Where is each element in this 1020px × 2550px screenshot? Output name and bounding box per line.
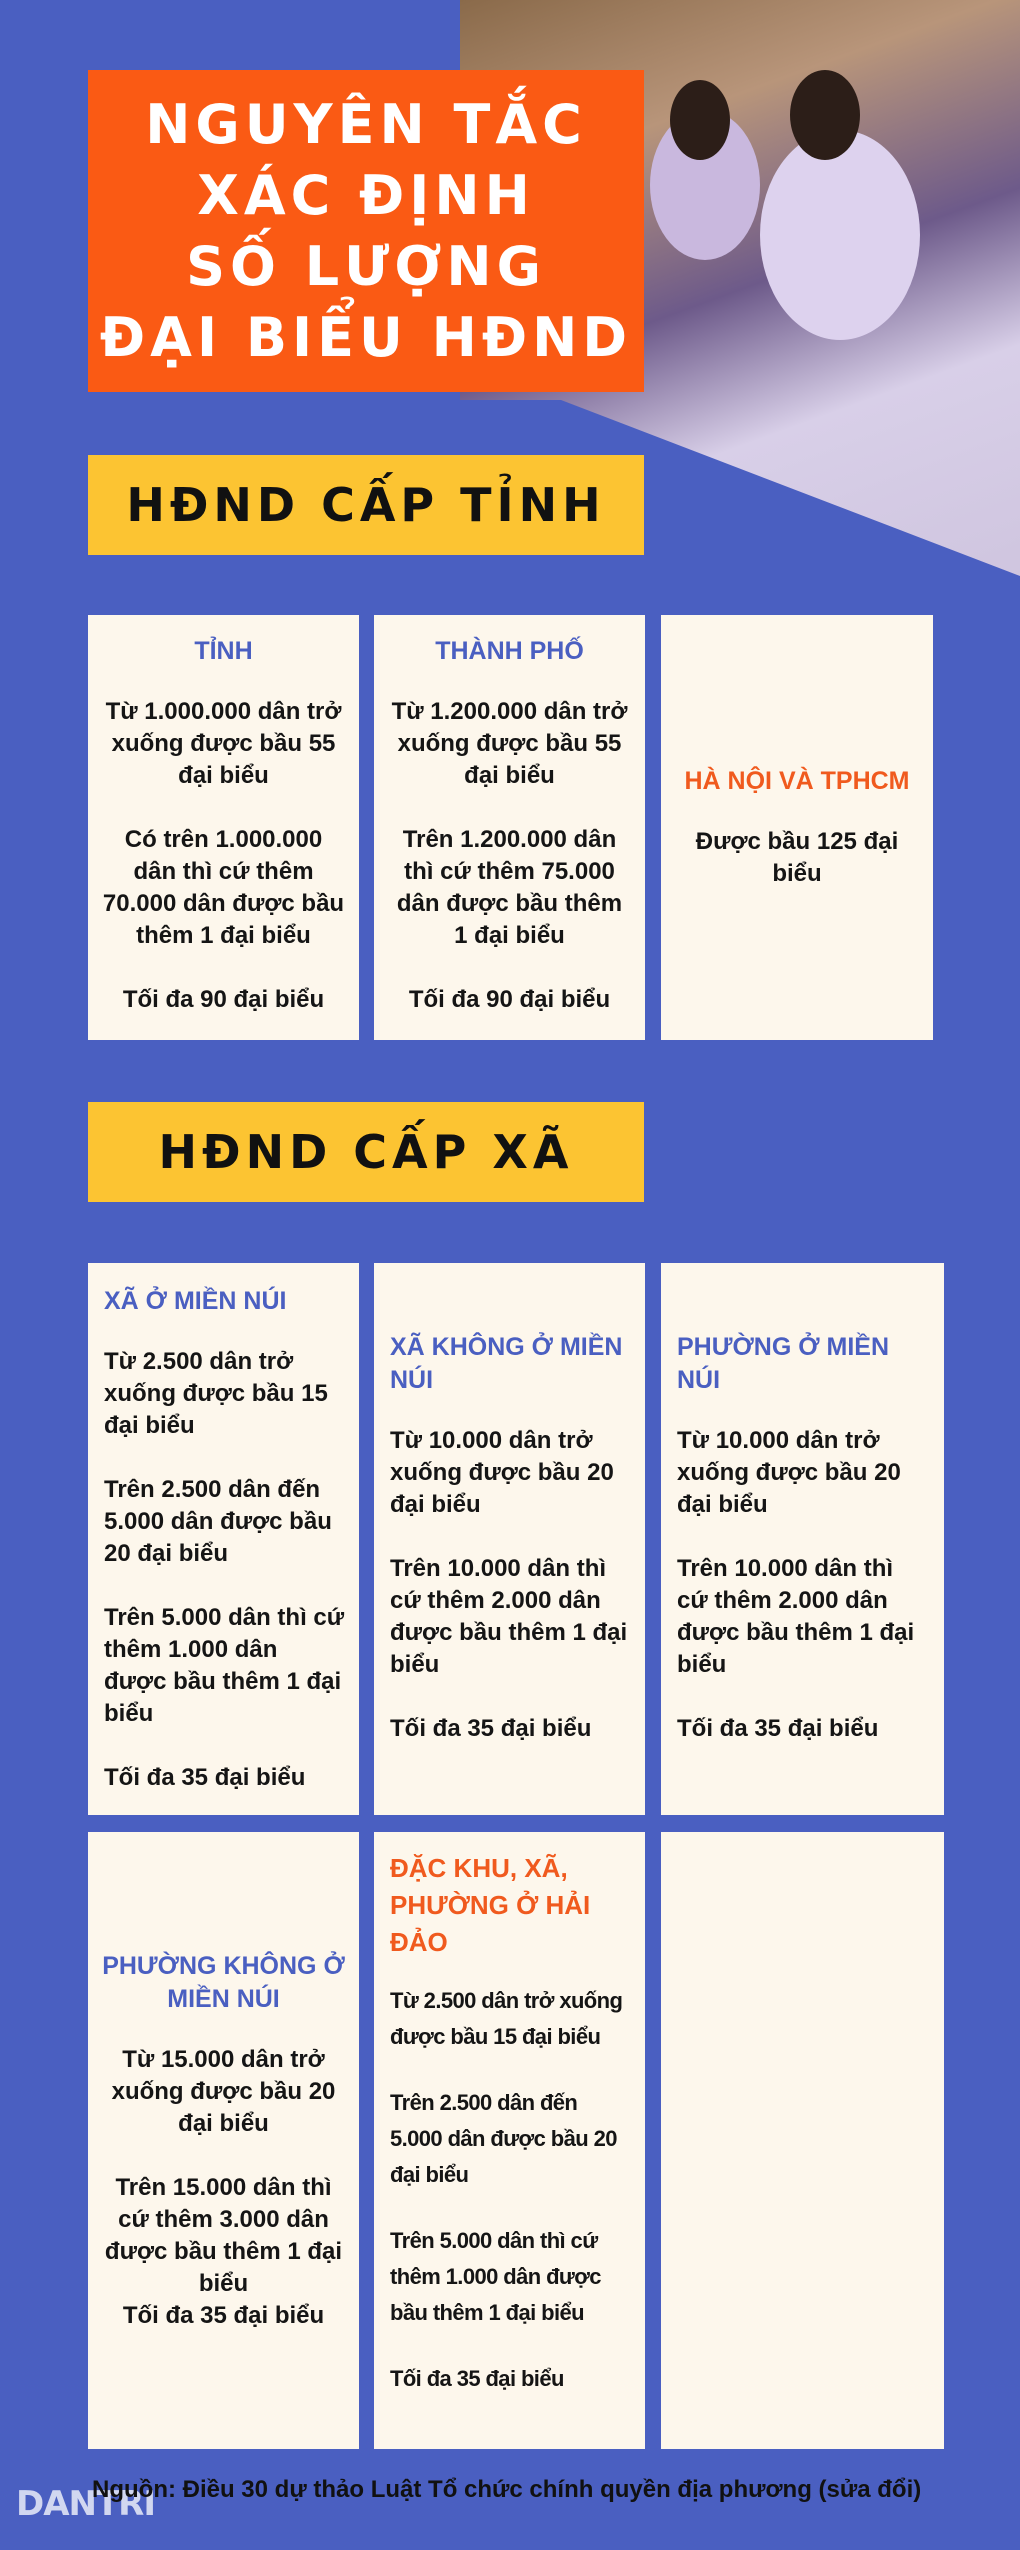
card-heading: THÀNH PHỐ bbox=[435, 637, 584, 665]
province-section-banner: HĐND CẤP TỈNH bbox=[88, 455, 644, 555]
dantri-logo: DANTRI bbox=[16, 2484, 156, 2524]
card-paragraph: Từ 1.000.000 dân trở xuống được bầu 55 đại biểu bbox=[105, 698, 342, 789]
card-heading: HÀ NỘI VÀ TPHCM bbox=[684, 767, 910, 795]
card-paragraph: Từ 10.000 dân trở xuống được bầu 20 đại biểu bbox=[390, 1427, 614, 1518]
title-box bbox=[88, 70, 644, 392]
mountain-ward-card bbox=[661, 1263, 944, 1815]
card-paragraph: Từ 10.000 dân trở xuống được bầu 20 đại biểu bbox=[677, 1427, 901, 1518]
card-paragraph: Từ 15.000 dân trở xuống được bầu 20 đại biểu bbox=[111, 2045, 336, 2137]
island-card bbox=[374, 1832, 645, 2449]
card-heading: XÃ Ở MIỀN NÚI bbox=[104, 1287, 287, 1315]
page-title-line: ĐẠI BIỂU HĐND bbox=[99, 306, 633, 369]
empty-card bbox=[661, 1832, 944, 2449]
card-paragraph: Trên 1.200.000 dân thì cứ thêm 75.000 dân được bầu thêm 1 đại biểu bbox=[396, 826, 623, 949]
card-paragraph: Tối đa 90 đại biểu bbox=[122, 986, 325, 1013]
province-card bbox=[88, 615, 359, 1040]
card-paragraph: Từ 2.500 dân trở xuống được bầu 15 đại biểu bbox=[104, 1348, 328, 1439]
card-paragraph: Trên 5.000 dân thì cứ thêm 1.000 dân được bầu thêm 1 đại biểu bbox=[104, 1604, 345, 1727]
card-paragraph: Tối đa 35 đại biểu bbox=[104, 1764, 306, 1791]
card-heading: XÃ KHÔNG Ở MIỀN NÚI bbox=[390, 1333, 623, 1394]
card-heading: PHƯỜNG KHÔNG Ở MIỀN NÚI bbox=[102, 1951, 345, 2013]
source-note: Nguồn: Điều 30 dự thảo Luật Tổ chức chính quyền địa phương (sửa đổi) bbox=[92, 2476, 922, 2503]
card-paragraph: Được bầu 125 đại biểu bbox=[695, 828, 899, 887]
card-paragraph: Trên 10.000 dân thì cứ thêm 2.000 dân được bầu thêm 1 đại biểu bbox=[390, 1555, 628, 1678]
commune-section-banner: HĐND CẤP XÃ bbox=[88, 1102, 644, 1202]
card-paragraph: Có trên 1.000.000 dân thì cứ thêm 70.000 dân được bầu thêm 1 đại biểu bbox=[102, 826, 345, 949]
card-heading: ĐẶC KHU, XÃ, PHƯỜNG Ở HẢI ĐẢO bbox=[390, 1853, 591, 1957]
card-paragraph: Tối đa 90 đại biểu bbox=[408, 986, 611, 1013]
page-title-line: SỐ LƯỢNG bbox=[186, 235, 546, 298]
non-mountain-commune-card bbox=[374, 1263, 645, 1815]
page-title-line: XÁC ĐỊNH bbox=[197, 164, 535, 227]
non-mountain-ward-card bbox=[88, 1832, 359, 2449]
card-paragraph: Trên 5.000 dân thì cứ thêm 1.000 dân được bầu thêm 1 đại biểu bbox=[390, 2228, 601, 2325]
card-paragraph: Trên 2.500 dân đến 5.000 dân được bầu 20 đại biểu bbox=[104, 1476, 332, 1567]
card-paragraph: Tối đa 35 đại biểu bbox=[390, 2366, 564, 2391]
card-paragraph: Từ 2.500 dân trở xuống được bầu 15 đại biểu bbox=[390, 1988, 623, 2049]
hanoi-hcmc-card bbox=[661, 615, 933, 1040]
card-heading: TỈNH bbox=[194, 637, 253, 665]
page-title-line: NGUYÊN TẮC bbox=[145, 93, 587, 156]
card-paragraph: Trên 2.500 dân đến 5.000 dân được bầu 20 đại biểu bbox=[390, 2090, 617, 2187]
mountain-commune-card bbox=[88, 1263, 359, 1815]
card-paragraph: Tối đa 35 đại biểu bbox=[677, 1715, 879, 1742]
card-paragraph: Từ 1.200.000 dân trở xuống được bầu 55 đại biểu bbox=[391, 698, 628, 789]
card-paragraph: Tối đa 35 đại biểu bbox=[390, 1715, 592, 1742]
card-paragraph: Tối đa 35 đại biểu bbox=[122, 2301, 325, 2329]
card-heading: PHƯỜNG Ở MIỀN NÚI bbox=[677, 1333, 890, 1394]
card-paragraph: Trên 15.000 dân thì cứ thêm 3.000 dân được bầu thêm 1 đại biểu bbox=[104, 2173, 343, 2297]
city-card bbox=[374, 615, 645, 1040]
card-paragraph: Trên 10.000 dân thì cứ thêm 2.000 dân được bầu thêm 1 đại biểu bbox=[677, 1555, 915, 1678]
